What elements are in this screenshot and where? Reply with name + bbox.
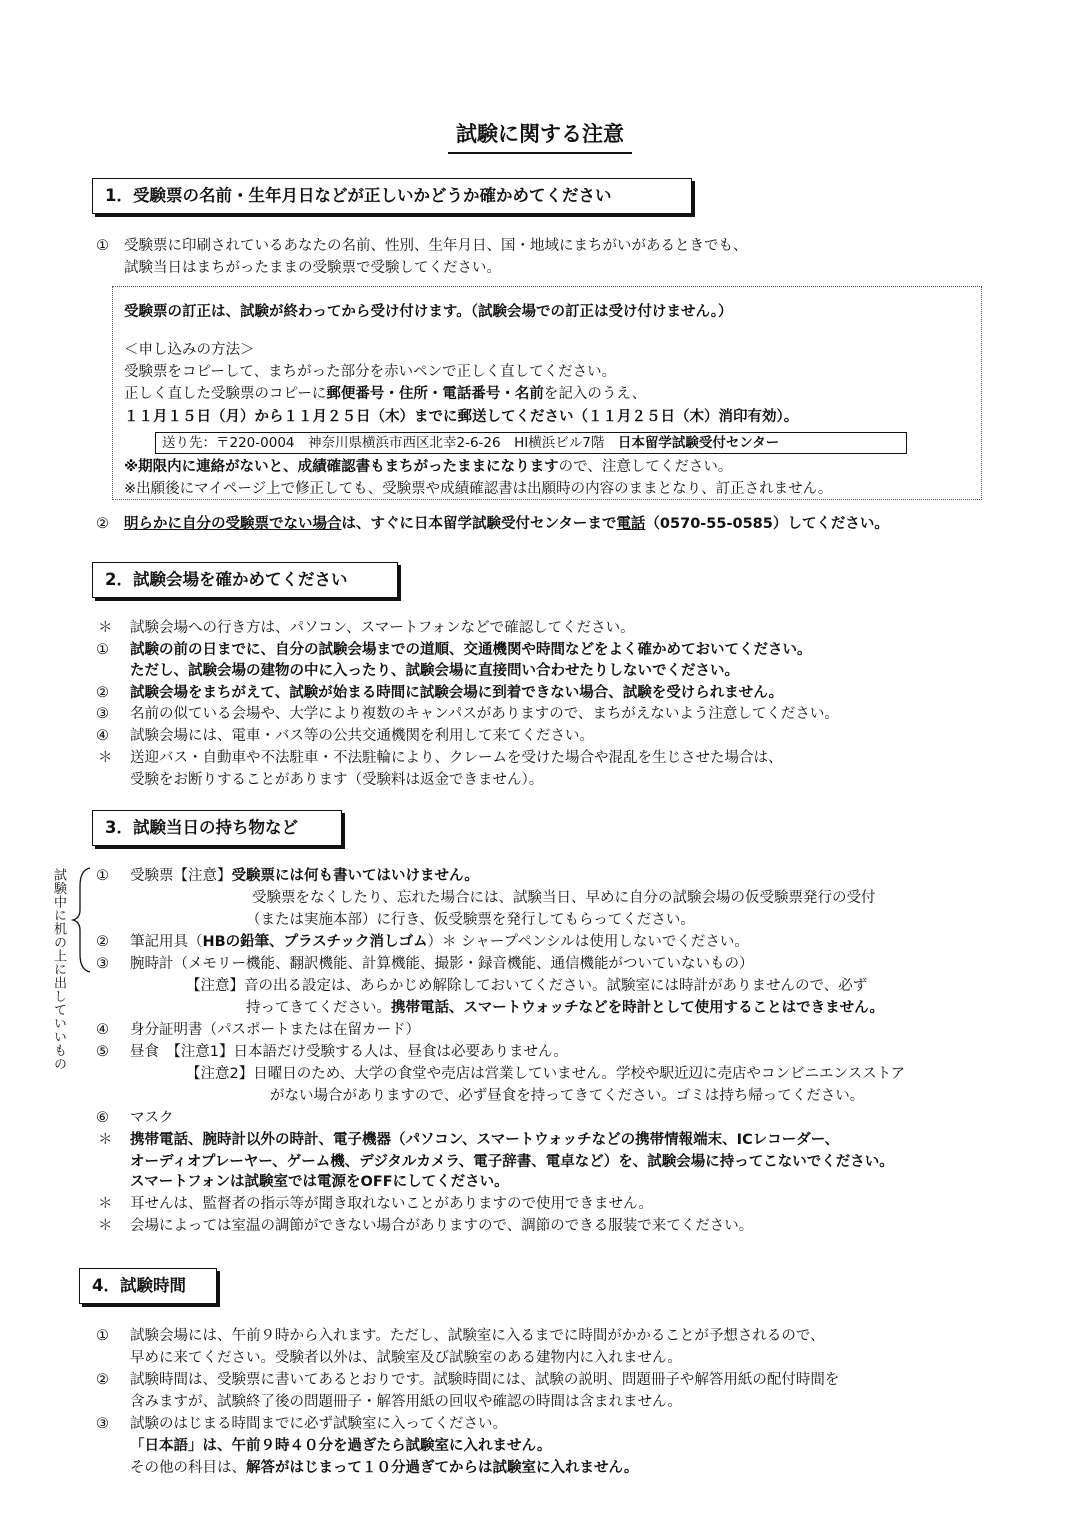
s3-item1-l3: （または実施本部）に行き、仮受験票を発行してもらってください。 bbox=[246, 912, 695, 928]
s2-item: 試験の前の日までに、自分の試験会場までの道順、交通機関や時間などをよく確かめておいてください。 bbox=[130, 642, 812, 658]
method-line2: 正しく直した受験票のコピーに郵便番号・住所・電話番号・名前を記入のうえ、 bbox=[124, 386, 647, 402]
s3-item3: 腕時計（メモリー機能、翻訳機能、計算機能、撮影・録音機能、通信機能がついていないもの） bbox=[130, 956, 754, 972]
s3-star3: 会場によっては室温の調節ができない場合がありますので、調節のできる服装で来てください。 bbox=[130, 1218, 754, 1234]
marker: ⑤ bbox=[96, 1044, 109, 1060]
marker: ④ bbox=[96, 1022, 109, 1038]
marker: ② bbox=[96, 516, 109, 532]
s2-item: ただし、試験会場の建物の中に入ったり、試験会場に直接問い合わせたりしないでください。 bbox=[130, 663, 739, 679]
marker: ① bbox=[96, 238, 109, 254]
s4-item2-l2: 含みますが、試験終了後の問題冊子・解答用紙の回収や確認の時間は含まれません。 bbox=[130, 1394, 682, 1410]
s3-star1-l1: 携帯電話、腕時計以外の時計、電子機器（パソコン、スマートウォッチなどの携帯情報端末、ICレコーダー、 bbox=[130, 1132, 840, 1148]
marker: ② bbox=[96, 685, 109, 701]
marker: ⑥ bbox=[96, 1110, 109, 1126]
s3-item5-l2: 【注意2】日曜日のため、大学の食堂や売店は営業していません。学校や駅近辺に売店やコンビニエンスストア bbox=[186, 1066, 906, 1082]
section-3-heading: 3．試験当日の持ち物など bbox=[92, 810, 342, 846]
s4-item2-l1: 試験時間は、受験票に書いてあるとおりです。試験時間には、試験の説明、問題冊子や解答用紙の配付時間を bbox=[130, 1372, 840, 1388]
s3-item3-l2: 【注意】音の出る設定は、あらかじめ解除しておいてください。試験室には時計がありませんので、必ず bbox=[186, 978, 868, 994]
marker: ＊ bbox=[98, 750, 113, 766]
s4-item1-l1: 試験会場には、午前９時から入れます。ただし、試験室に入るまでに時間がかかることが予想されるので、 bbox=[130, 1328, 825, 1344]
s2-item: 受験をお断りすることがあります（受験料は返金できません）。 bbox=[130, 772, 544, 788]
s2-item: 試験会場には、電車・バス等の公共交通機関を利用して来てください。 bbox=[130, 728, 594, 744]
s3-item4: 身分証明書（パスポートまたは在留カード） bbox=[130, 1022, 420, 1038]
s1-para2: 明らかに自分の受験票でない場合は、すぐに日本留学試験受付センターまで電話（0570-55-0585）してください。 bbox=[124, 516, 889, 532]
s3-item6: マスク bbox=[130, 1110, 174, 1126]
s2-item: 試験会場をまちがえて、試験が始まる時間に試験会場に到着できない場合、試験を受けられません。 bbox=[130, 685, 784, 701]
method-heading: ＜申し込みの方法＞ bbox=[124, 342, 255, 358]
marker: ③ bbox=[96, 1416, 109, 1432]
marker: ＊ bbox=[98, 1196, 113, 1212]
s3-item3-l3: 持ってきてください。携帯電話、スマートウォッチなどを時計として使用することはできません。 bbox=[246, 1000, 884, 1016]
s3-item5: 昼食 【注意1】日本語だけ受験する人は、昼食は必要ありません。 bbox=[130, 1044, 568, 1060]
correction-bold: 受験票の訂正は、試験が終わってから受け付けます。（試験会場での訂正は受け付けません。） bbox=[124, 304, 733, 320]
section-2-heading: 2．試験会場を確かめてください bbox=[92, 562, 398, 598]
marker: ③ bbox=[96, 956, 109, 972]
brace-icon bbox=[70, 866, 94, 974]
s4-item1-l2: 早めに来てください。受験者以外は、試験室及び試験室のある建物内に入れません。 bbox=[130, 1350, 682, 1366]
s3-star1-l2: オーディオプレーヤー、ゲーム機、デジタルカメラ、電子辞書、電卓など）を、試験会場に持ってこないでください。 bbox=[130, 1154, 894, 1170]
s2-item: 試験会場への行き方は、パソコン、スマートフォンなどで確認してください。 bbox=[130, 620, 635, 636]
note-1: ※期限内に連絡がないと、成績確認書もまちがったままになりますので、注意してください。 bbox=[124, 459, 733, 475]
method-line1: 受験票をコピーして、まちがった部分を赤いペンで正しく直してください。 bbox=[124, 364, 617, 380]
section-4-heading: 4．試験時間 bbox=[79, 1268, 217, 1304]
s4-item3-l3: その他の科目は、解答がはじまって１０分過ぎてからは試験室に入れません。 bbox=[130, 1460, 639, 1476]
section-1-heading: 1．受験票の名前・生年月日などが正しいかどうか確かめてください bbox=[92, 178, 692, 214]
s3-item1-l2: 受験票をなくしたり、忘れた場合には、試験当日、早めに自分の試験会場の仮受験票発行の受付 bbox=[252, 890, 876, 906]
s3-star1-l3: スマートフォンは試験室では電源をOFFにしてください。 bbox=[130, 1174, 509, 1190]
s1-para1a: 受験票に印刷されているあなたの名前、性別、生年月日、国・地域にまちがいがあるときでも、 bbox=[124, 238, 748, 254]
page-title: 試験に関する注意 bbox=[0, 118, 1080, 154]
s4-item3-l1: 試験のはじまる時間までに必ず試験室に入ってください。 bbox=[130, 1416, 507, 1432]
s2-item: 名前の似ている会場や、大学により複数のキャンパスがありますので、まちがえないよう注意してください。 bbox=[130, 706, 839, 722]
marker: ③ bbox=[96, 706, 109, 722]
marker: ② bbox=[96, 1372, 109, 1388]
s3-item1: 受験票【注意】受験票には何も書いてはいけません。 bbox=[130, 868, 479, 884]
marker: ① bbox=[96, 868, 109, 884]
s3-star2: 耳せんは、監督者の指示等が聞き取れないことがありますので使用できません。 bbox=[130, 1196, 653, 1212]
marker: ① bbox=[96, 642, 109, 658]
marker: ＊ bbox=[98, 1132, 113, 1148]
s1-para1b: 試験当日はまちがったままの受験票で受験してください。 bbox=[124, 260, 501, 276]
note-2: ※出願後にマイページ上で修正しても、受験票や成績確認書は出願時の内容のままとなり、訂正されません。 bbox=[124, 481, 833, 497]
method-dates: １１月１５日（月）から１１月２５日（木）までに郵送してください（１１月２５日（木）消印有効）。 bbox=[124, 409, 799, 425]
s2-item: 送迎バス・自動車や不法駐車・不法駐輪により、クレームを受けた場合や混乱を生じさせた場合は、 bbox=[130, 750, 783, 766]
marker: ＊ bbox=[98, 1218, 113, 1234]
address-line: 送り先：〒220-0004 神奈川県横浜市西区北幸2-6-26 HI横浜ビル7階 日本留学試験受付センター bbox=[162, 435, 780, 451]
marker: ＊ bbox=[98, 620, 113, 636]
marker: ④ bbox=[96, 728, 109, 744]
s3-item5-l3: がない場合がありますので、必ず昼食を持ってきてください。ゴミは持ち帰ってください。 bbox=[270, 1088, 865, 1104]
marker: ② bbox=[96, 934, 109, 950]
s4-item3-l2: 「日本語」は、午前９時４０分を過ぎたら試験室に入れません。 bbox=[130, 1438, 552, 1454]
s3-item2: 筆記用具（HBの鉛筆、プラスチック消しゴム）＊ シャープペンシルは使用しないでください。 bbox=[130, 934, 749, 950]
side-label: 試験中に机の上に出していいもの bbox=[51, 868, 66, 1071]
marker: ① bbox=[96, 1328, 109, 1344]
